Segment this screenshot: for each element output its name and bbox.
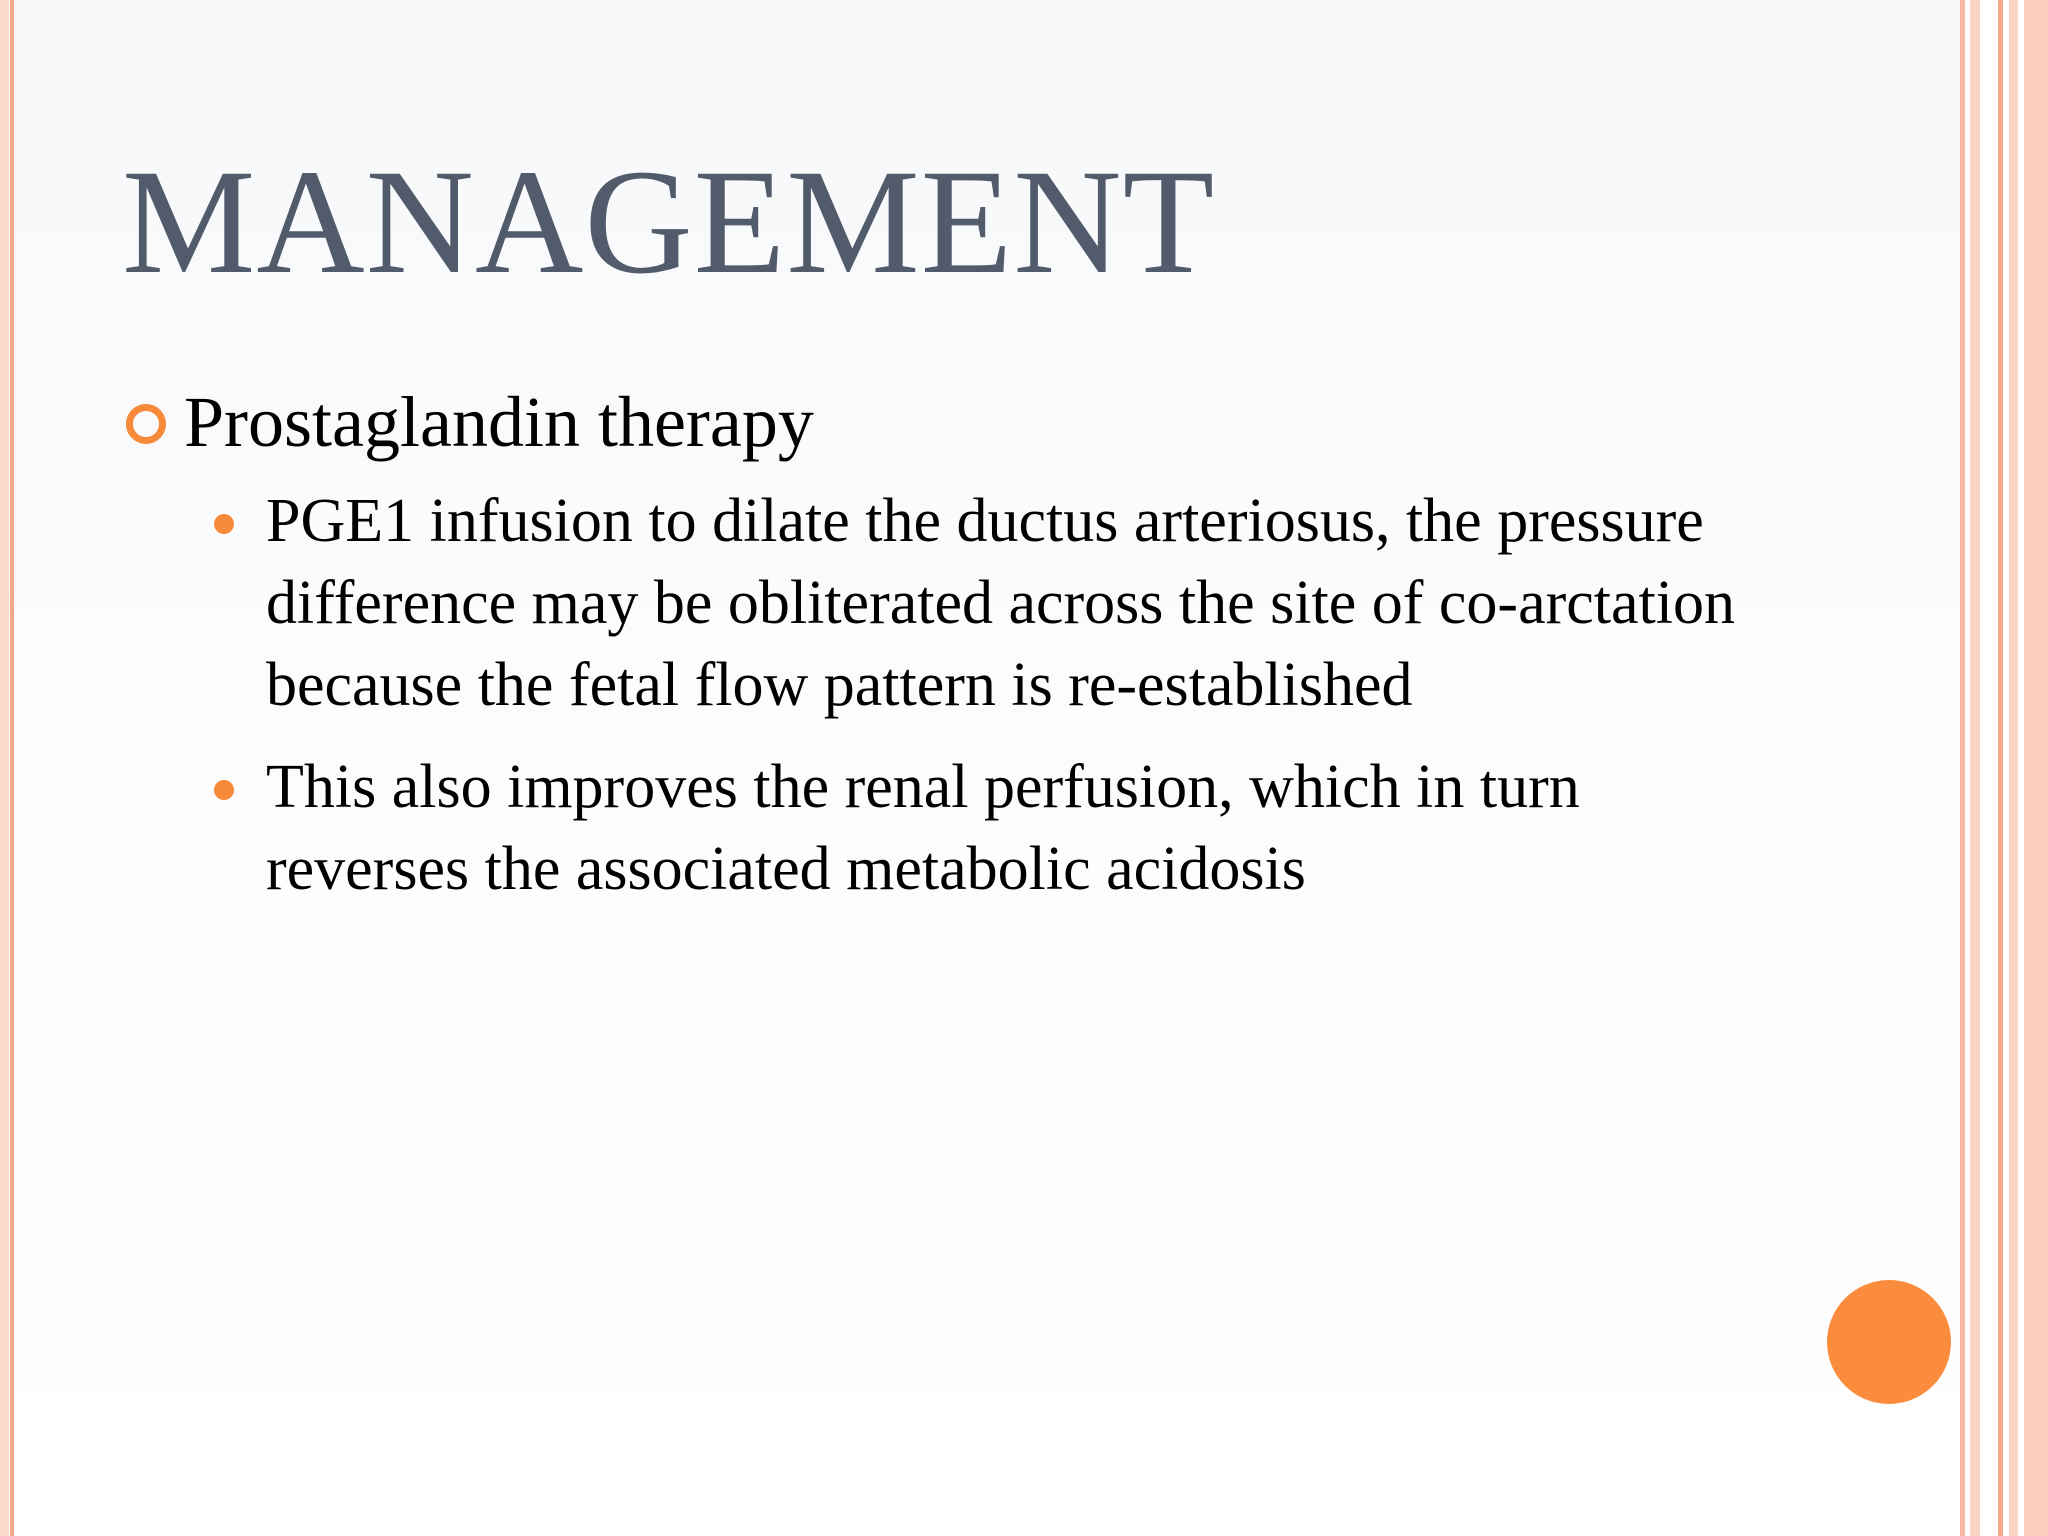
stripe [1980,0,1998,1536]
bullet-text: Prostaglandin therapy [184,382,814,462]
sub-bullet-pge1-infusion [126,480,1766,726]
left-border-line-decoration [10,0,14,1536]
sub-bullet-text: This also improves the renal perfusion, which in turn reverses the associated metabolic acidosis [266,753,1580,903]
orange-circle-decoration [1827,1280,1951,1404]
slide-title: MANAGEMENT [122,139,1216,305]
sub-bullet-list [126,480,1766,910]
stripe [2009,0,2018,1536]
stripe [1970,0,1980,1536]
orange-dot-bullet-icon [214,514,234,534]
orange-dot-bullet-icon [214,780,234,800]
right-stripes-decoration [1960,0,2048,1536]
sub-bullet-text: PGE1 infusion to dilate the ductus arteriosus, the pressure difference may be obliterated across the site of co-arctation because the fetal flow pattern is re-established [266,487,1735,719]
slide-content [126,378,1766,930]
orange-ring-bullet-icon [126,404,166,444]
bullet-prostaglandin-therapy [126,378,1766,466]
stripe [2024,0,2048,1536]
left-border-decoration [0,0,9,1536]
sub-bullet-renal-perfusion [126,746,1766,910]
